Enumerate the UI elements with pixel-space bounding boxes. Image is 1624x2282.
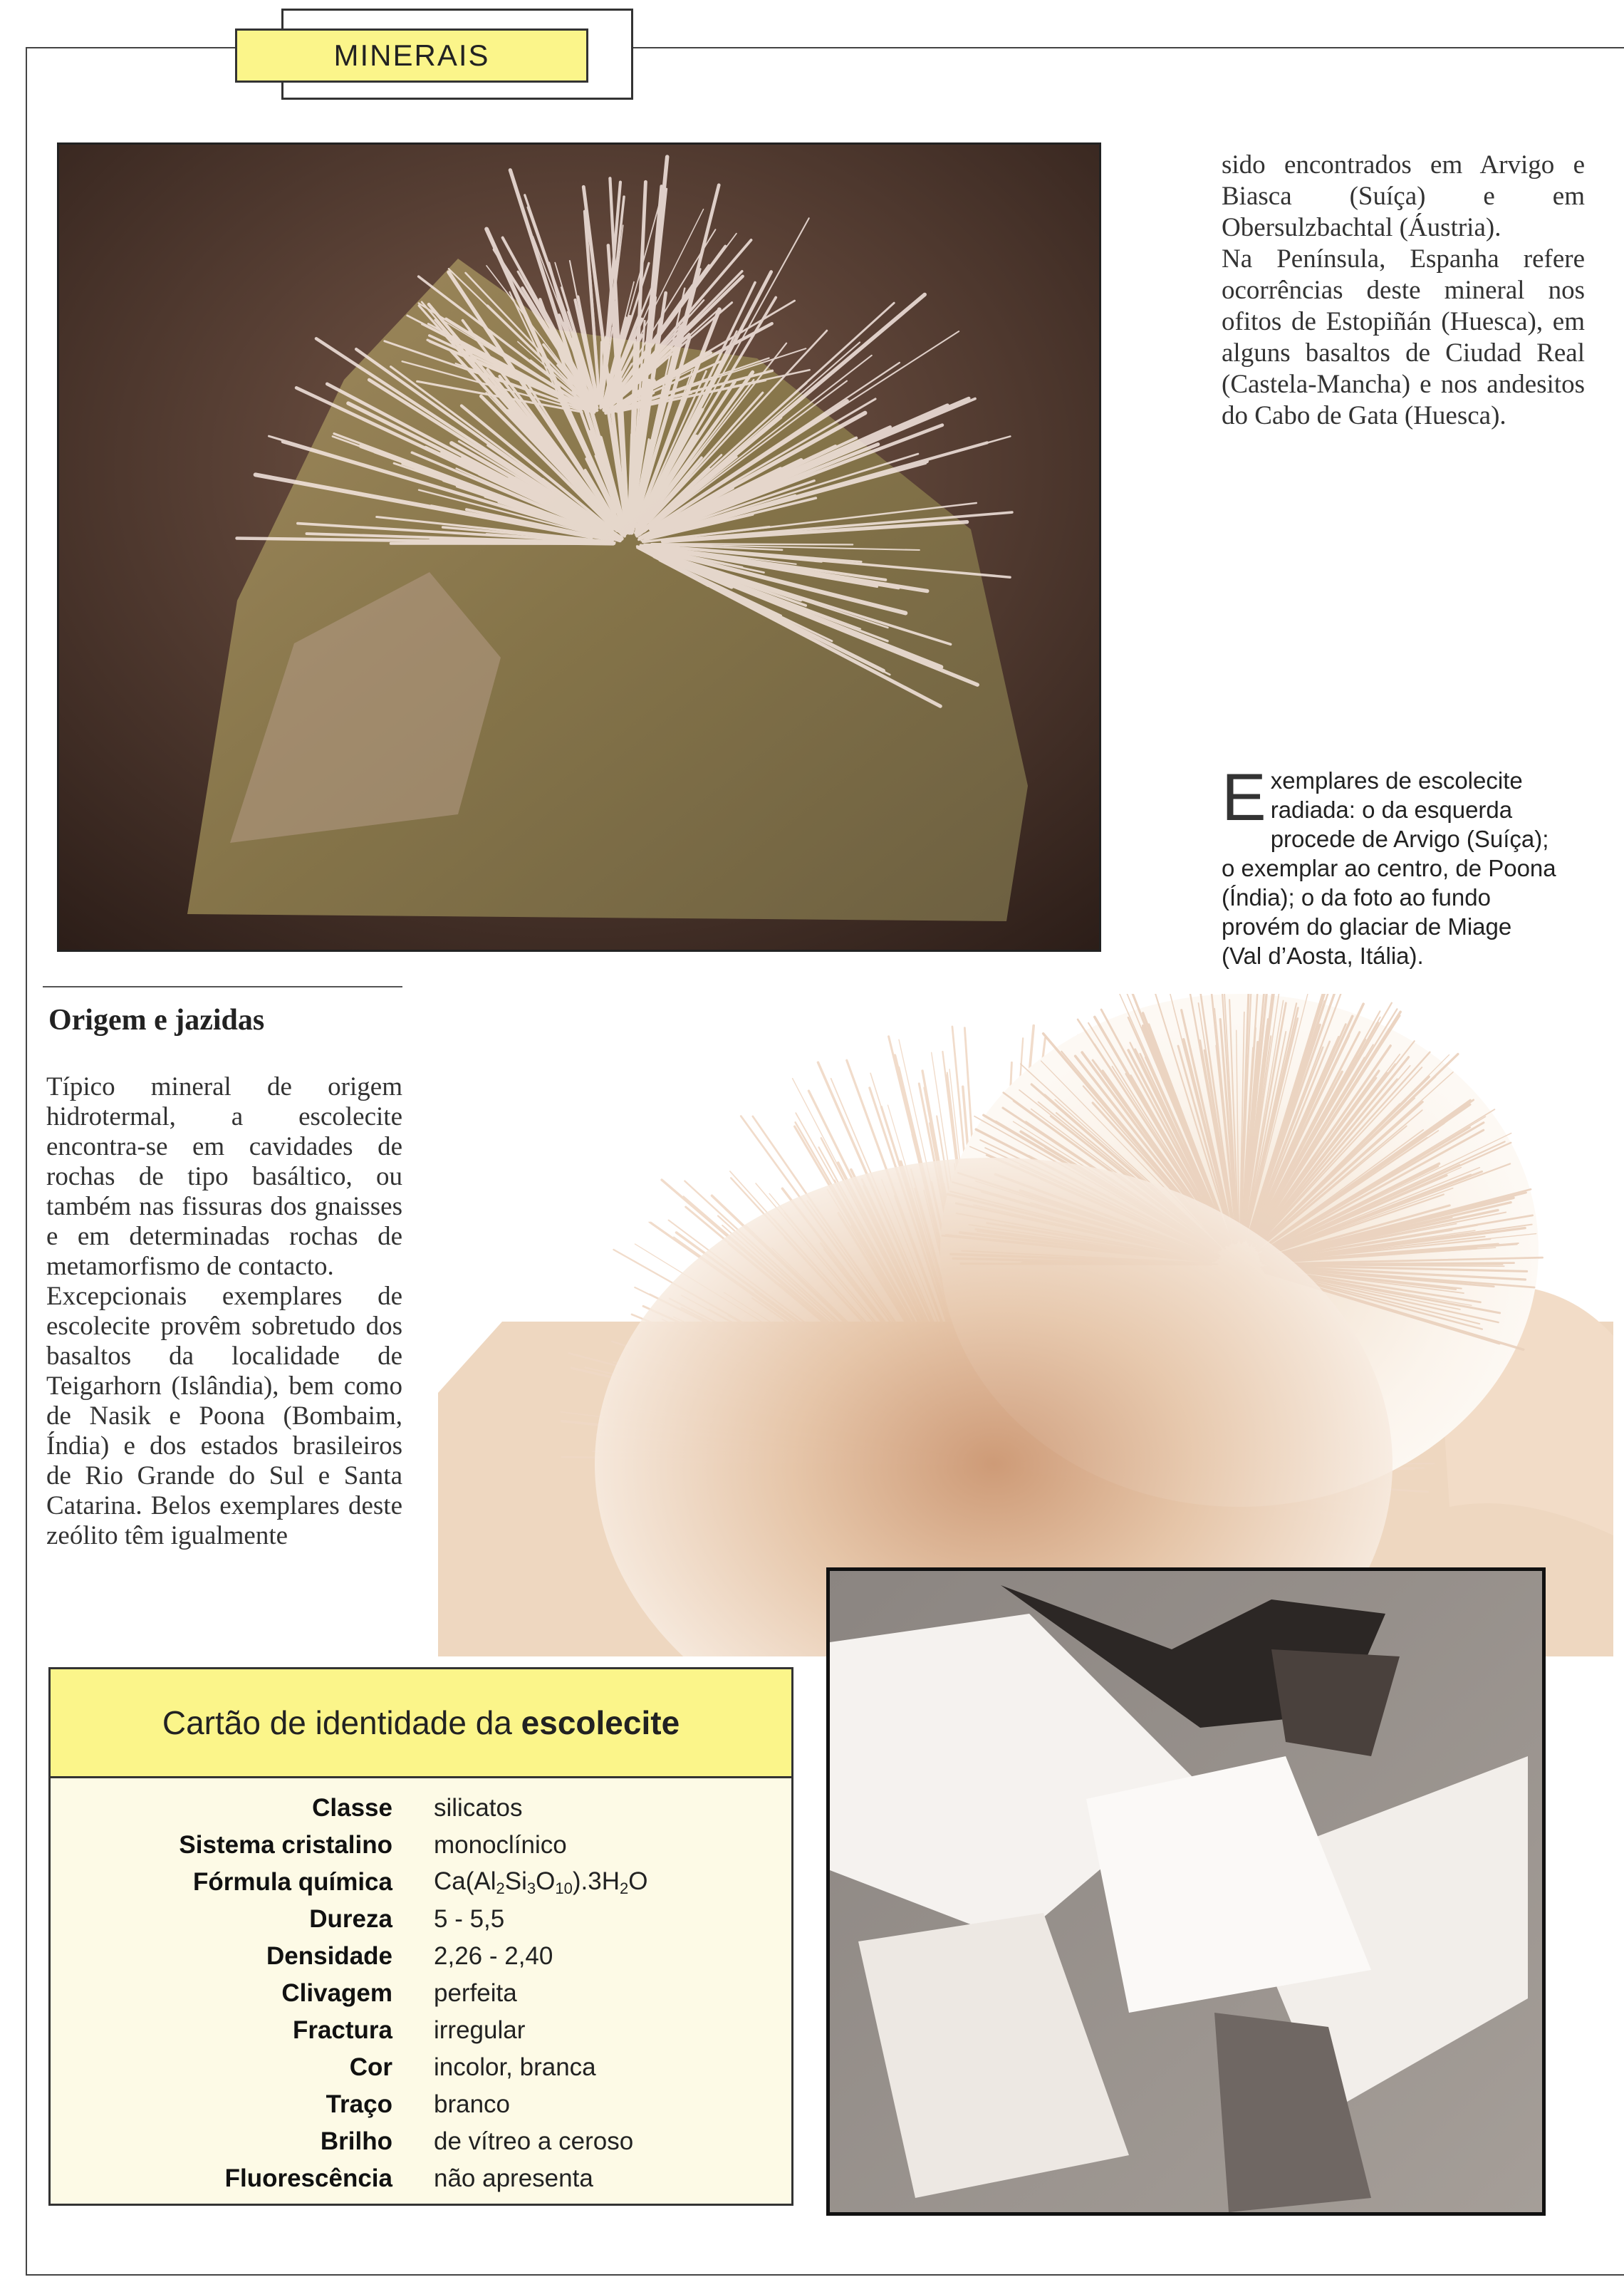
property-label: Sistema cristalino bbox=[179, 1831, 392, 1859]
section-heading: Origem e jazidas bbox=[48, 1004, 265, 1037]
property-label: Densidade bbox=[266, 1942, 392, 1970]
property-label: Classe bbox=[312, 1794, 392, 1822]
right-column-text bbox=[1222, 150, 1585, 432]
left-paragraph-2: Excepcionais exemplares de escolecite provêm sobretudo dos basaltos da localidade de Teigarhorn (Islândia), bem como de Nasik e Poona (Bombaim, Índia) e dos estados brasileiros de Rio Grande do Sul e Santa Catarina. Belos exemplares deste zeólito têm igualmente bbox=[46, 1282, 402, 1550]
property-label: Clivagem bbox=[281, 1979, 392, 2007]
property-value: perfeita bbox=[434, 1979, 517, 2007]
caption-drop-cap: E bbox=[1222, 759, 1266, 834]
identity-card-row bbox=[51, 2012, 791, 2049]
identity-card-title-prefix: Cartão de identidade da bbox=[162, 1704, 512, 1741]
identity-card-row bbox=[51, 1901, 791, 1938]
specimen-photo-poona bbox=[438, 994, 1613, 1656]
identity-card-row bbox=[51, 1938, 791, 1975]
section-tab-label: MINERAIS bbox=[333, 38, 490, 72]
property-label: Traço bbox=[326, 2090, 392, 2118]
identity-card-row bbox=[51, 2160, 791, 2197]
property-label: Fluorescência bbox=[224, 2164, 392, 2192]
property-value: branco bbox=[434, 2090, 511, 2118]
property-value: $Ca(Al_2Si_3O_{10}).3H_2O$ bbox=[434, 1867, 648, 1897]
identity-card-row bbox=[51, 1975, 791, 2012]
identity-card bbox=[48, 1667, 793, 2206]
left-column-text bbox=[46, 1072, 402, 1551]
section-tab bbox=[235, 28, 588, 83]
identity-card-title bbox=[162, 1703, 680, 1742]
section-rule bbox=[43, 986, 402, 987]
property-label: Brilho bbox=[320, 2127, 392, 2155]
identity-card-row bbox=[51, 2123, 791, 2160]
identity-card-row bbox=[51, 1790, 791, 1827]
property-value: irregular bbox=[434, 2016, 526, 2044]
identity-card-row bbox=[51, 2049, 791, 2086]
property-value: de vítreo a ceroso bbox=[434, 2127, 634, 2155]
property-value: monoclínico bbox=[434, 1831, 567, 1859]
property-label: Cor bbox=[349, 2053, 392, 2081]
identity-card-row bbox=[51, 1864, 791, 1901]
property-value: 2,26 - 2,40 bbox=[434, 1942, 553, 1970]
right-paragraph-1: sido encontrados em Arvigo e Biasca (Suíça) e em Obersulzbachtal (Áustria). bbox=[1222, 150, 1585, 242]
photo-caption bbox=[1222, 759, 1556, 970]
identity-card-row bbox=[51, 2086, 791, 2123]
caption-text: xemplares de escolecite radiada: o da esquerda procede de Arvigo (Suíça); o exemplar ao centro, de Poona (Índia); o da foto ao fundo provém do glaciar de Miage (Val d’Aosta, Itália). bbox=[1222, 767, 1556, 969]
page-frame-left bbox=[26, 47, 27, 2276]
property-label: Fórmula química bbox=[192, 1868, 392, 1896]
left-paragraph-1: Típico mineral de origem hidrotermal, a escolecite encontra-se em cavidades de rochas de tipo basáltico, ou também nas fissuras dos gnaisses e em determinadas rochas de metamorfismo de contacto. bbox=[46, 1072, 402, 1281]
page-frame-bottom bbox=[26, 2274, 1624, 2276]
property-label: Fractura bbox=[292, 2016, 392, 2044]
identity-card-header bbox=[51, 1669, 791, 1778]
property-label: Dureza bbox=[309, 1905, 392, 1933]
specimen-photo-miage bbox=[826, 1567, 1546, 2216]
property-value: 5 - 5,5 bbox=[434, 1905, 505, 1933]
specimen-photo-arvigo bbox=[57, 142, 1101, 952]
property-value: silicatos bbox=[434, 1794, 523, 1822]
identity-card-title-mineral: escolecite bbox=[521, 1704, 680, 1741]
identity-card-rows bbox=[51, 1778, 791, 2197]
right-paragraph-2: Na Península, Espanha refere ocorrências deste mineral nos ofitos de Estopiñán (Huesca), em alguns basaltos de Ciudad Real (Castela-Mancha) e nos andesitos do Cabo de Gata (Huesca). bbox=[1222, 244, 1585, 430]
identity-card-row bbox=[51, 1827, 791, 1864]
property-value: incolor, branca bbox=[434, 2053, 596, 2081]
property-value: não apresenta bbox=[434, 2164, 593, 2192]
